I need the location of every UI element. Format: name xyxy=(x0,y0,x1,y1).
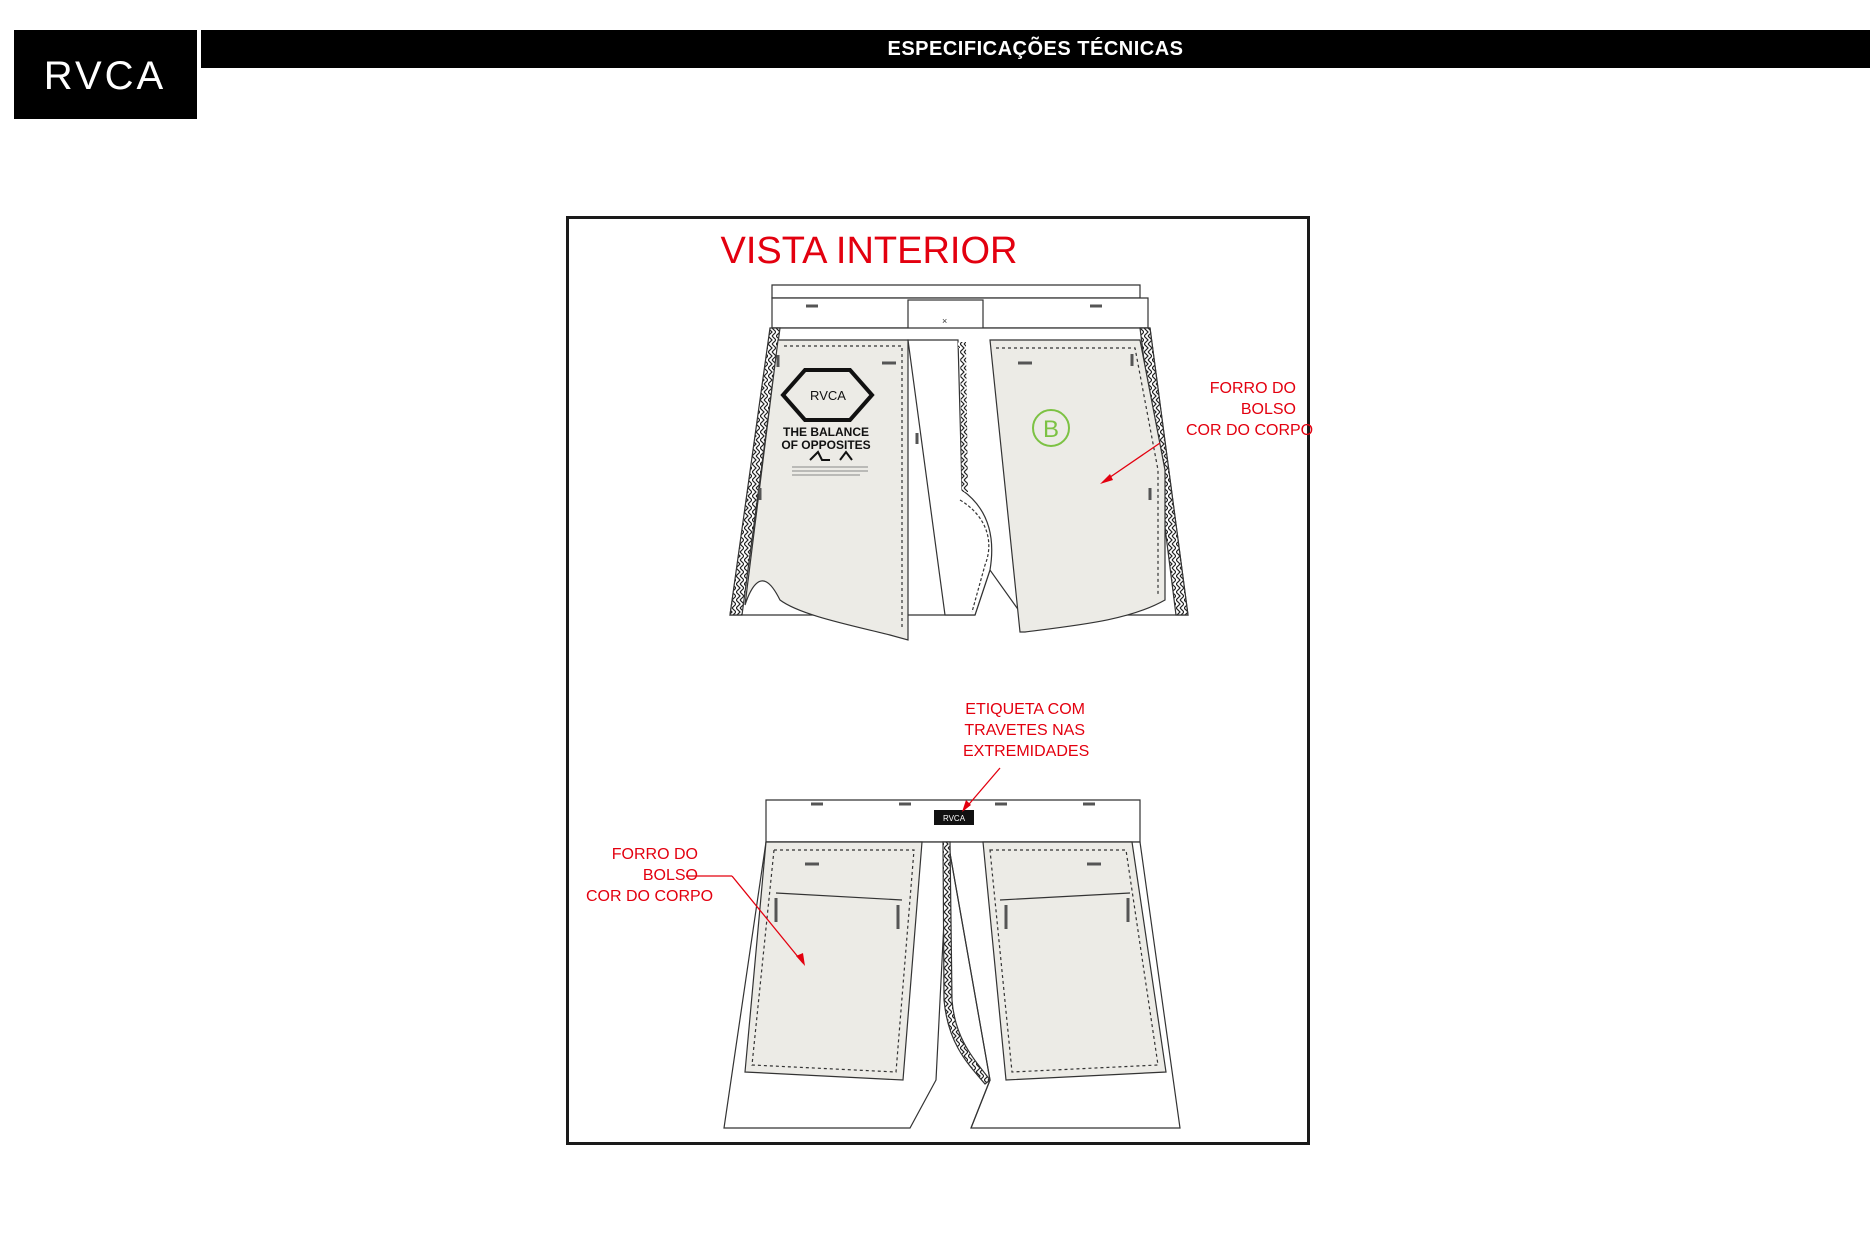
back-inside-view xyxy=(724,800,1180,1128)
svg-text:RVCA: RVCA xyxy=(810,388,846,403)
svg-text:RVCA: RVCA xyxy=(43,54,167,98)
pocket-marker-letter: B xyxy=(1042,416,1060,443)
diagram-title: VISTA INTERIOR xyxy=(720,230,1018,272)
page-header-title: ESPECIFICAÇÕES TÉCNICAS xyxy=(201,30,1870,68)
svg-text:RVCA: RVCA xyxy=(942,814,966,823)
front-pocket-note: FORRO DO BOLSO COR DO CORPO xyxy=(1186,380,1314,439)
back-pocket-note: FORRO DO BOLSO COR DO CORPO xyxy=(586,846,714,905)
waistband-label-note: ETIQUETA COM TRAVETES NAS EXTREMIDADES xyxy=(963,701,1090,760)
svg-text:×: × xyxy=(942,316,948,326)
front-inside-view xyxy=(730,285,1188,640)
svg-text:OF OPPOSITES: OF OPPOSITES xyxy=(781,438,871,452)
svg-text:THE BALANCE: THE BALANCE xyxy=(783,425,869,439)
